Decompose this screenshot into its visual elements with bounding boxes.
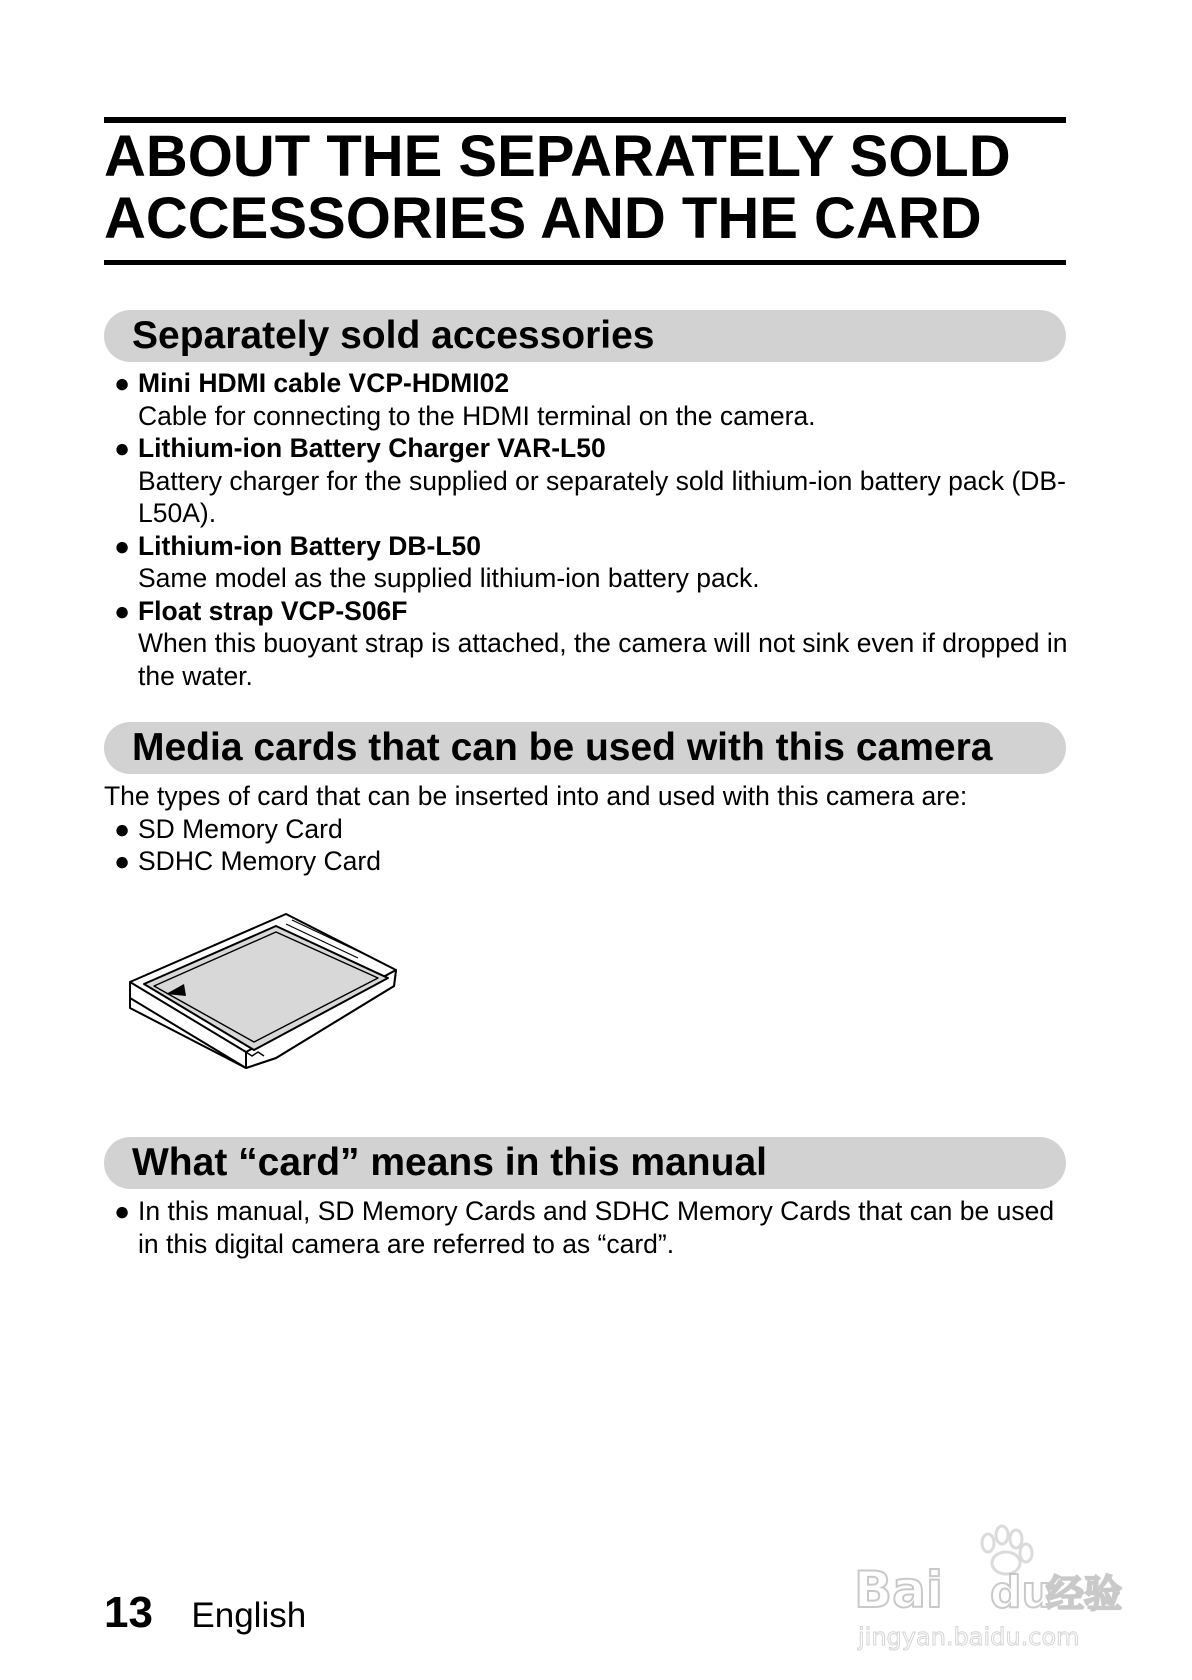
accessory-name: Float strap VCP-S06F — [138, 595, 408, 626]
watermark-brand2: du — [990, 1567, 1053, 1618]
accessories-list — [104, 367, 1070, 692]
page-footer — [104, 1588, 306, 1641]
bullet-icon: ● — [114, 813, 131, 844]
list-item — [104, 367, 1070, 432]
language-label: English — [191, 1596, 307, 1635]
list-item — [104, 595, 1070, 693]
bullet-icon: ● — [114, 1196, 131, 1226]
section-heading-media-cards — [104, 722, 1066, 774]
accessory-description: When this buoyant strap is attached, the camera will not sink even if dropped in the water. — [138, 628, 1068, 691]
bullet-icon: ● — [114, 595, 131, 626]
bullet-icon: ● — [114, 846, 131, 876]
section-heading-label: Separately sold accessories — [132, 314, 655, 357]
section-heading-card-meaning — [104, 1137, 1066, 1189]
card-meaning-block — [104, 1195, 1070, 1260]
card-type: SD Memory Card — [138, 813, 343, 844]
section-heading-accessories — [104, 310, 1066, 362]
accessory-name: Lithium-ion Battery Charger VAR-L50 — [138, 433, 606, 463]
watermark-brand: Bai — [854, 1561, 943, 1619]
title-top-rule — [104, 117, 1066, 123]
accessory-name: Mini HDMI cable VCP-HDMI02 — [138, 368, 510, 398]
page-title — [104, 126, 1074, 250]
accessory-description: Battery charger for the supplied or separately sold lithium-ion battery pack (DB-L50A). — [138, 465, 1066, 528]
page-title-line-2: ACCESSORIES AND THE CARD — [104, 186, 982, 251]
section-heading-label: What “card” means in this manual — [132, 1141, 767, 1184]
card-meaning-text: In this manual, SD Memory Cards and SDHC Memory Cards that can be used in this digital camera are referred to as “card”. — [138, 1196, 1055, 1259]
watermark-url: jingyan.baidu.com — [858, 1623, 1080, 1651]
section-heading-label: Media cards that can be used with this camera — [132, 726, 993, 769]
media-cards-intro: The types of card that can be inserted into and used with this camera are: — [104, 781, 968, 811]
accessory-description: Same model as the supplied lithium-ion battery pack. — [138, 563, 760, 593]
watermark-cn: 经验 — [1046, 1572, 1123, 1616]
sd-card-illustration — [126, 910, 406, 1075]
list-item — [104, 1195, 1070, 1260]
accessory-name: Lithium-ion Battery DB-L50 — [138, 530, 482, 561]
watermark — [850, 1515, 1130, 1655]
bullet-icon: ● — [114, 433, 131, 463]
list-item — [104, 813, 1070, 846]
list-item — [104, 432, 1070, 530]
page-title-line-1: ABOUT THE SEPARATELY SOLD — [104, 124, 1011, 189]
page-number: 13 — [104, 1588, 153, 1637]
bullet-icon: ● — [114, 368, 131, 398]
bullet-icon: ● — [114, 530, 131, 561]
title-bottom-rule — [104, 260, 1066, 265]
card-type: SDHC Memory Card — [138, 846, 381, 876]
accessory-description: Cable for connecting to the HDMI terminal on the camera. — [138, 400, 816, 431]
list-item — [104, 530, 1070, 595]
media-cards-block — [104, 780, 1070, 878]
list-item — [104, 845, 1070, 878]
